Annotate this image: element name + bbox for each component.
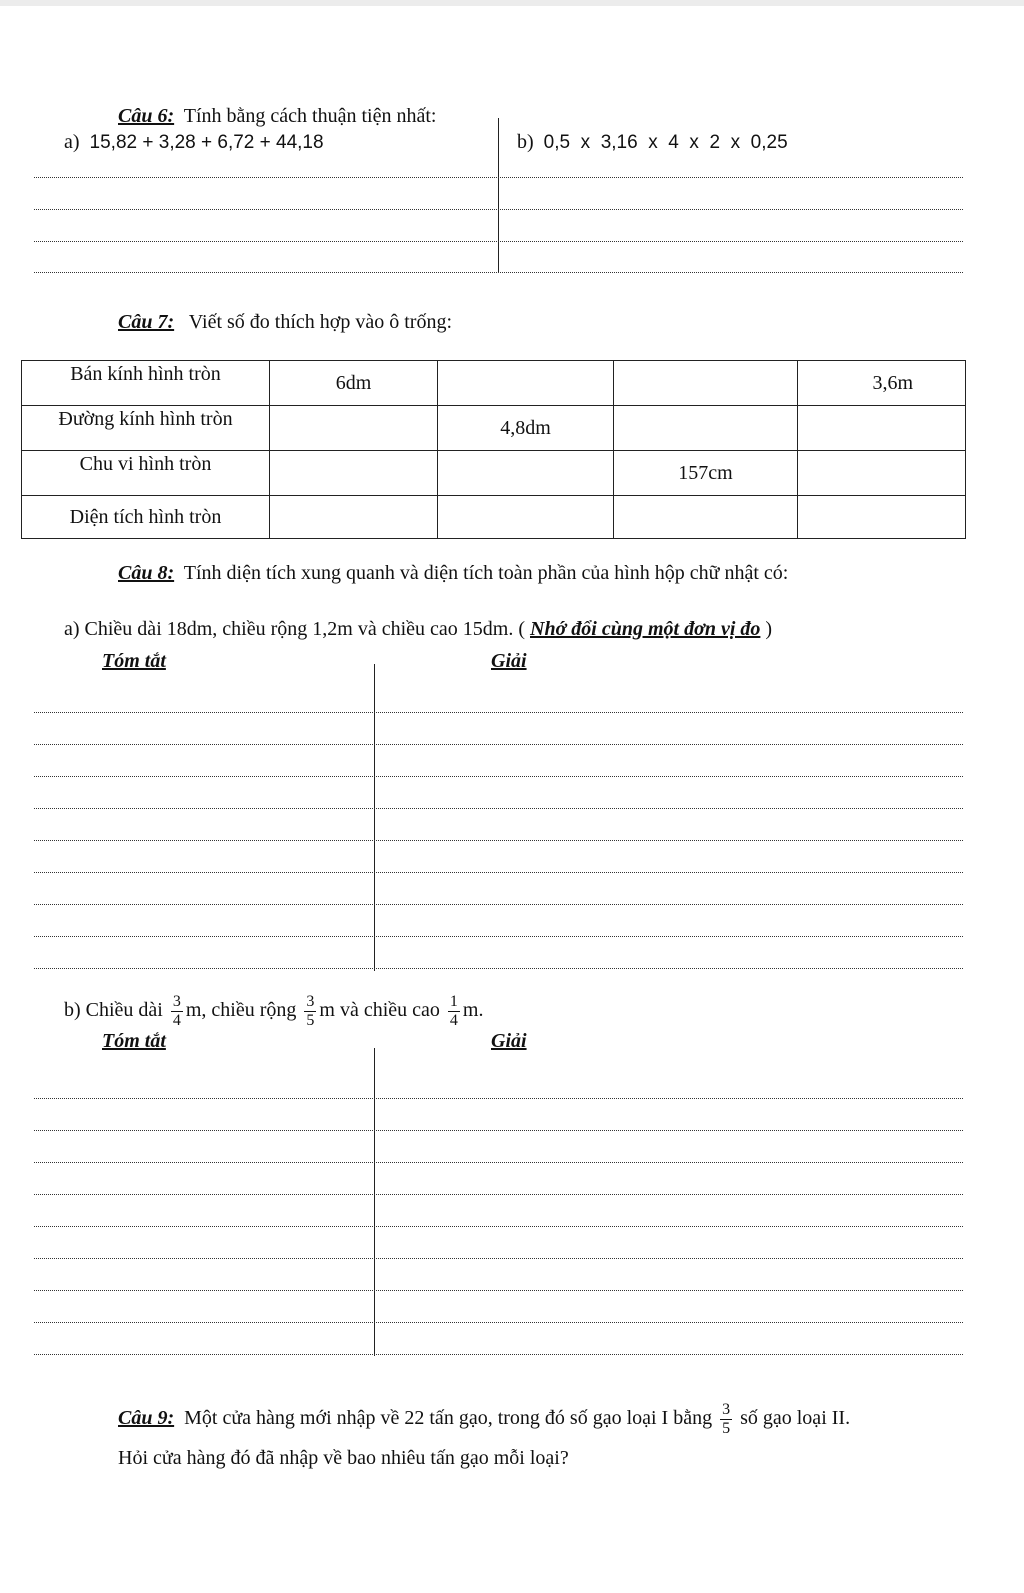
fraction-numerator: 1 [449,992,458,1010]
answer-line [34,209,963,210]
fraction-height [448,993,460,1030]
answer-line [34,1098,963,1099]
fraction-width [304,993,316,1030]
table-cell[interactable]: 6dm [270,361,438,406]
q6-b-prefix: b) [517,131,534,153]
table-cell[interactable] [614,496,798,539]
q7-text: Viết số đo thích hợp vào ô trống: [188,311,452,333]
row-header: Bán kính hình tròn [22,361,270,406]
table-cell[interactable] [438,451,614,496]
q8-text: Tính diện tích xung quanh và diện tích toàn phần của hình hộp chữ nhật có: [183,562,789,584]
answer-line [34,936,963,937]
table-cell[interactable]: 157cm [614,451,798,496]
q8-part-b [64,990,483,1030]
summary-label: Tóm tắt [102,1030,166,1052]
q6-a-expression: 15,82 + 3,28 + 6,72 + 44,18 [89,132,324,153]
answer-line [34,968,963,969]
fraction-denominator: 4 [449,1011,458,1029]
table-cell[interactable] [798,406,966,451]
answer-line [34,776,963,777]
answer-line [34,1130,963,1131]
q6-text: Tính bằng cách thuận tiện nhất: [183,105,437,127]
q6-a-prefix: a) [64,131,80,153]
q9-line2: Hỏi cửa hàng đó đã nhập về bao nhiêu tấn gạo mỗi loại? [118,1447,569,1469]
solution-label: Giải [491,1030,527,1052]
answer-line [34,904,963,905]
answer-line [34,840,963,841]
table-row [22,361,966,406]
q8-a-text: a) Chiều dài 18dm, chiều rộng 1,2m và chiều cao 15dm. ( [64,618,525,640]
table-cell[interactable] [438,496,614,539]
fraction-length [171,993,183,1030]
table-cell[interactable] [438,361,614,406]
q6-part-a [64,130,324,155]
table-cell[interactable]: 3,6m [798,361,966,406]
circle-measure-table [21,360,966,539]
answer-line [34,744,963,745]
answer-line [34,1354,963,1355]
top-strip [0,0,1024,6]
row-header: Diện tích hình tròn [22,496,270,539]
table-cell[interactable] [798,451,966,496]
table-cell[interactable] [270,496,438,539]
q6-part-b [517,130,788,155]
answer-line [34,241,963,242]
table-row [22,406,966,451]
q7-heading [118,310,452,334]
answer-line [34,272,963,273]
fraction-ratio [720,1401,732,1438]
q6-label: Câu 6: [118,105,175,127]
answer-line [34,1322,963,1323]
q8-b-unit2: m và chiều cao [319,999,440,1021]
table-cell[interactable] [270,406,438,451]
table-cell[interactable] [614,361,798,406]
answer-line [34,1290,963,1291]
row-header: Đường kính hình tròn [22,406,270,451]
q8b-divider [374,1048,375,1356]
q9-label: Câu 9: [118,1407,175,1429]
q8-a-note: Nhớ đổi cùng một đơn vị đo [530,618,761,640]
answer-line [34,808,963,809]
answer-line [34,177,963,178]
q6-divider [498,118,499,272]
q6-b-expression: 0,5 x 3,16 x 4 x 2 x 0,25 [543,132,788,153]
fraction-denominator: 5 [306,1011,315,1029]
fraction-denominator: 5 [722,1419,731,1437]
q8-part-a [64,617,772,641]
q6-heading [118,104,436,128]
q7-label: Câu 7: [118,311,175,333]
answer-line [34,1162,963,1163]
summary-label: Tóm tắt [102,650,166,672]
answer-line [34,872,963,873]
row-header: Chu vi hình tròn [22,451,270,496]
table-row [22,496,966,539]
fraction-numerator: 3 [172,992,181,1010]
q8-b-prefix: b) Chiều dài [64,999,163,1021]
q9-text2: số gạo loại II. [740,1407,851,1429]
q9-text1: Một cửa hàng mới nhập về 22 tấn gạo, trong đó số gạo loại I bằng [184,1407,713,1429]
answer-line [34,1226,963,1227]
q8a-divider [374,664,375,971]
answer-line [34,712,963,713]
q8-b-unit3: m. [462,999,484,1021]
answer-line [34,1258,963,1259]
fraction-denominator: 4 [172,1011,181,1029]
fraction-numerator: 3 [306,992,315,1010]
table-cell[interactable] [614,406,798,451]
q8-label: Câu 8: [118,562,175,584]
q8-a-close: ) [765,618,773,640]
answer-line [34,1194,963,1195]
fraction-numerator: 3 [722,1400,731,1418]
table-cell[interactable] [270,451,438,496]
q8-heading [118,561,788,585]
solution-label: Giải [491,650,527,672]
table-cell[interactable]: 4,8dm [438,406,614,451]
table-cell[interactable] [798,496,966,539]
table-row [22,451,966,496]
q8-b-unit1: m, chiều rộng [185,999,297,1021]
q9-line1 [118,1398,850,1438]
